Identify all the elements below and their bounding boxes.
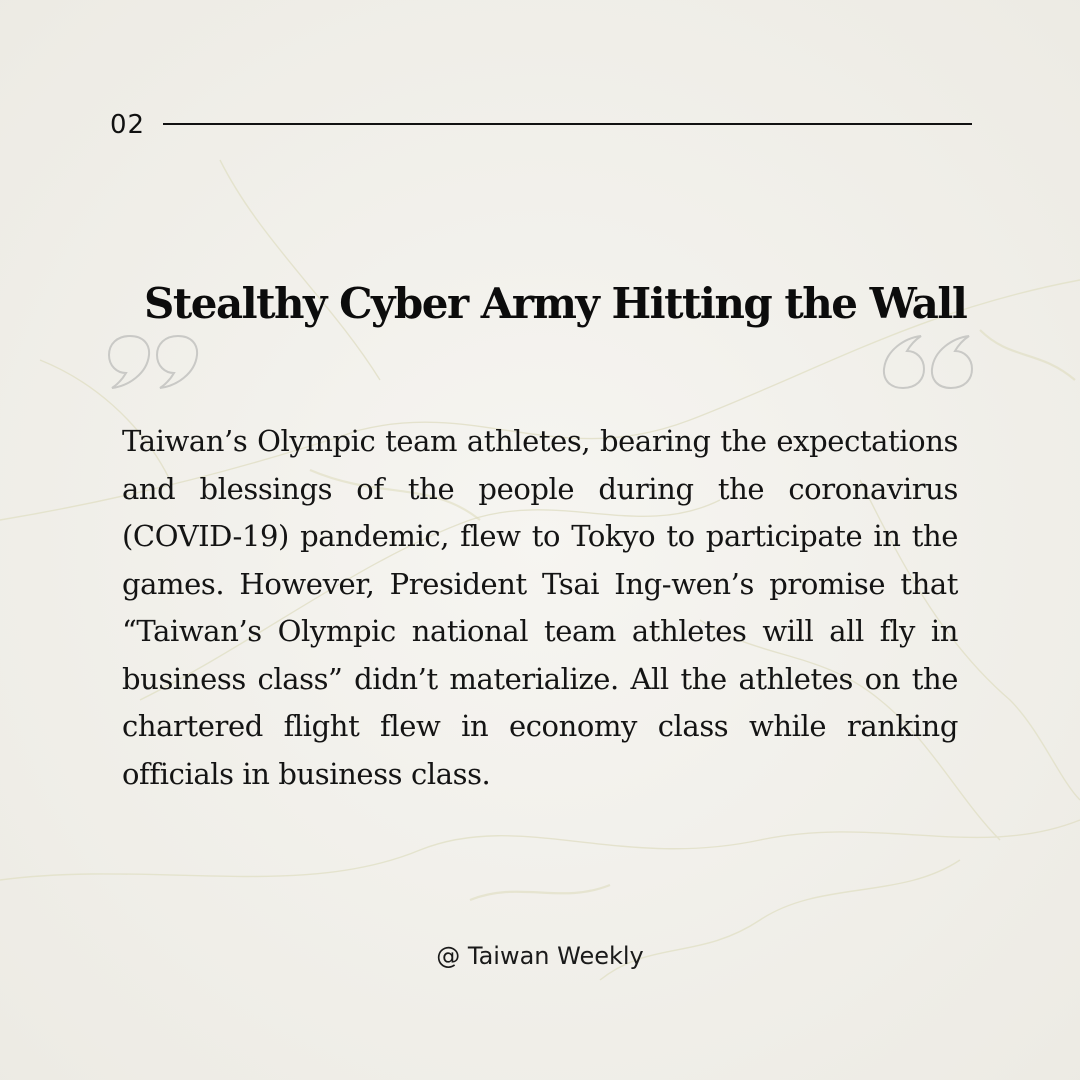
- source-credit: @ Taiwan Weekly: [436, 942, 644, 970]
- page-number: 02: [110, 110, 146, 140]
- close-quote-icon: [877, 333, 975, 391]
- open-quote-icon: [106, 333, 204, 391]
- article-title: Stealthy Cyber Army Hitting the Wall: [144, 279, 967, 328]
- article-body: Taiwan’s Olympic team athletes, bearing the expectations and blessings of the people during the coronavirus (COVID-19) pandemic, flew to Tokyo to participate in the games. However, President Tsai Ing-wen’s promise that “Taiwan’s Olympic national team athletes will all fly in business class” didn’t materialize. All the athletes on the chartered flight flew in economy class while ranking officials in business class.: [122, 424, 958, 791]
- header-divider: [163, 123, 972, 125]
